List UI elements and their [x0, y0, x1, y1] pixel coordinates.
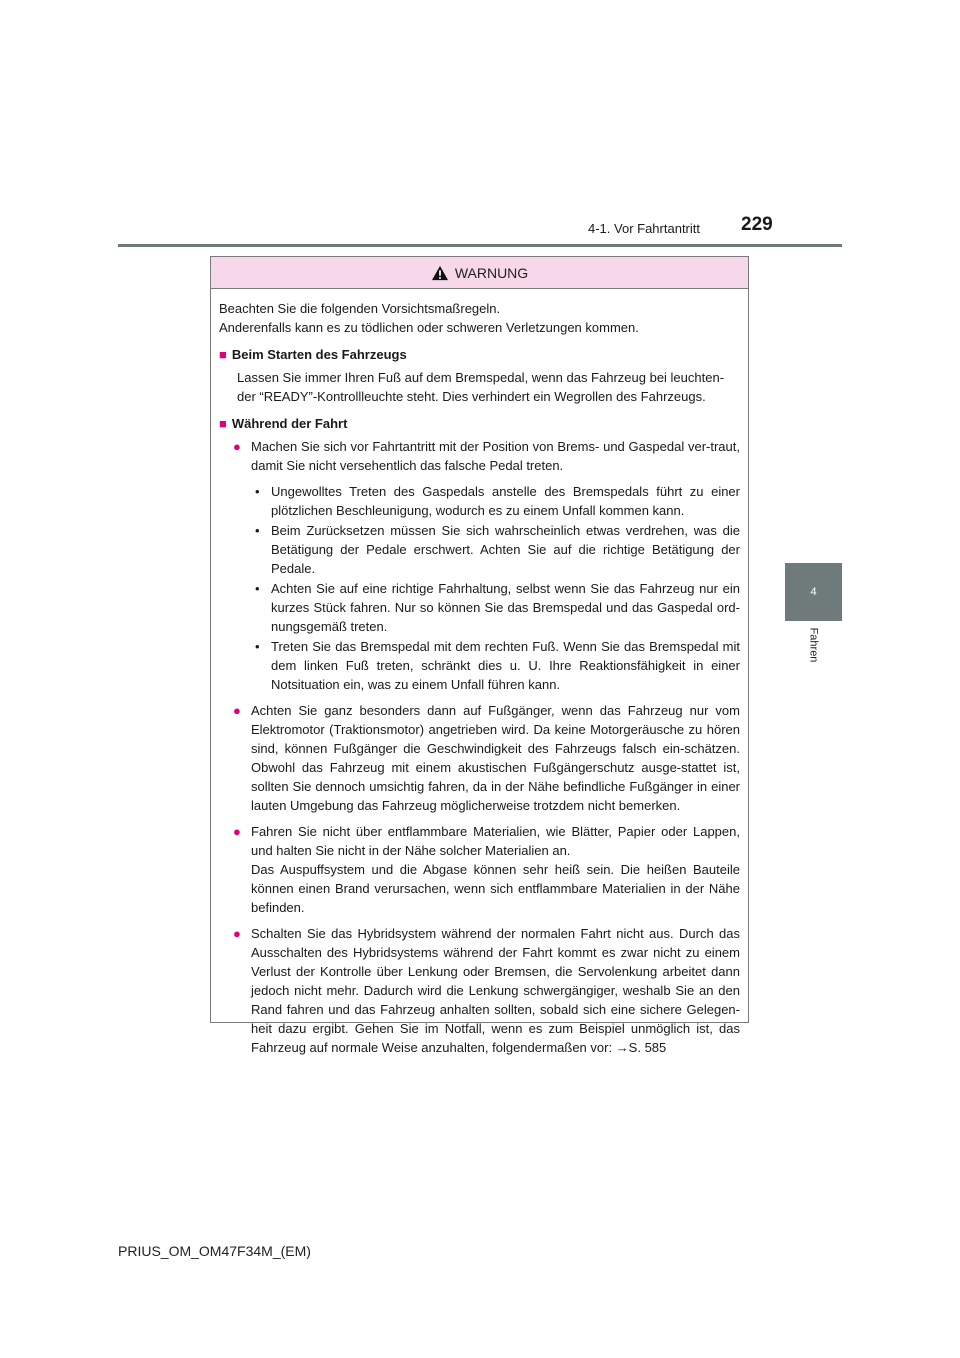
list-item — [233, 437, 740, 475]
dot-bullet-icon: • — [255, 484, 260, 499]
circle-bullet-icon: ● — [233, 703, 241, 718]
list-item-text: Machen Sie sich vor Fahrtantritt mit der Position von Brems- und Gaspedal ver-traut, damit Sie nicht versehentlich das falsche Pedal treten. — [251, 439, 740, 473]
list-item — [233, 924, 740, 1057]
chapter-tab — [785, 563, 842, 621]
section-title: 4-1. Vor Fahrtantritt — [588, 221, 700, 236]
sub-list-item — [255, 482, 740, 520]
circle-bullet-icon: ● — [233, 439, 241, 454]
section-heading-driving — [219, 414, 740, 433]
section-heading-starting — [219, 345, 740, 364]
document-code: PRIUS_OM_OM47F34M_(EM) — [118, 1243, 311, 1259]
dot-bullet-icon: • — [255, 639, 260, 654]
list-item-text: Achten Sie ganz besonders dann auf Fußgänger, wenn das Fahrzeug nur vom Elektromotor (Traktionsmotor) angetrieben wird. Da keine Motorgeräusche zu hören sind, können Fußgänger die Geschwindigkeit des Fahrzeugs falsch ein-schätzen. Obwohl das Fahrzeug mit einem akustischen Fußgängerschutz ausge-stattet ist, sollten Sie dennoch umsichtig fahren, da in der Nähe befindliche Fußgänger in einer lauten Umgebung das Fahrzeug möglicherweise trotzdem nicht bemerken. — [251, 703, 740, 813]
circle-bullet-icon: ● — [233, 926, 241, 941]
circle-bullet-icon: ● — [233, 824, 241, 839]
warning-title: WARNUNG — [454, 264, 529, 281]
section-heading-text: Beim Starten des Fahrzeugs — [231, 347, 407, 362]
sub-list-item — [255, 637, 740, 694]
sub-list — [255, 482, 740, 694]
list-item — [233, 701, 740, 815]
warning-body — [211, 289, 748, 1057]
warning-header — [211, 257, 748, 289]
page-number: 229 — [741, 214, 773, 235]
dot-bullet-icon: • — [255, 581, 260, 596]
chapter-number: 4 — [810, 586, 817, 598]
list-item-text: Fahren Sie nicht über entflammbare Materialien, wie Blätter, Papier oder Lappen, und halten Sie nicht in der Nähe solcher Materialien an. — [251, 824, 740, 858]
square-bullet-icon: ■ — [219, 347, 227, 362]
chapter-label-container — [785, 625, 842, 665]
warning-triangle-icon — [431, 265, 449, 281]
intro-line-2: Anderenfalls kann es zu tödlichen oder schweren Verletzungen kommen. — [219, 320, 639, 335]
header-divider — [118, 244, 842, 247]
dot-bullet-icon: • — [255, 523, 260, 538]
sub-list-item-text: Ungewolltes Treten des Gaspedals anstelle des Bremspedals führt zu einer plötzlichen Beschleunigung, wodurch es zu einem Unfall kommen kann. — [271, 484, 740, 518]
sub-list-item-text: Beim Zurücksetzen müssen Sie sich wahrscheinlich etwas verdrehen, was die Betätigung der Pedale erschwert. Achten Sie auf die richtige Betätigung der Pedale. — [271, 523, 740, 576]
section-heading-text: Während der Fahrt — [231, 416, 348, 431]
intro-line-1: Beachten Sie die folgenden Vorsichtsmaßregeln. — [219, 301, 501, 316]
section-text-starting: Lassen Sie immer Ihren Fuß auf dem Bremspedal, wenn das Fahrzeug bei leuchten-der “READY”-Kontrollleuchte steht. Dies verhindert ein Wegrollen des Fahrzeugs. — [237, 370, 725, 404]
sub-list-item — [255, 579, 740, 636]
square-bullet-icon: ■ — [219, 416, 227, 431]
list-item — [233, 822, 740, 917]
list-item-text-group — [251, 822, 740, 917]
warning-intro — [219, 299, 740, 337]
sub-list-item-text: Achten Sie auf eine richtige Fahrhaltung, selbst wenn Sie das Fahrzeug nur ein kurzes Stück fahren. Nur so können Sie das Bremspedal und das Gaspedal ord-nungsgemäß treten. — [271, 581, 740, 634]
sub-list-item — [255, 521, 740, 578]
sub-list-item-text: Treten Sie das Bremspedal mit dem rechten Fuß. Wenn Sie das Bremspedal mit dem linken Fuß treten, schränkt dies u. U. Ihre Reaktionsfähigkeit in einer Notsituation ein, was zu einem Unfall führen kann. — [271, 639, 740, 692]
chapter-label: Fahren — [807, 627, 820, 663]
list-item-text: Das Auspuffsystem und die Abgase können sehr heiß sein. Die heißen Bauteile können einen Brand verursachen, wenn sich entflammbare Materialien in der Nähe befinden. — [251, 862, 740, 915]
warning-box — [210, 256, 749, 1055]
list-item-text: Schalten Sie das Hybridsystem während der normalen Fahrt nicht aus. Durch das Ausschalten des Hybridsystems während der Fahrt kommt es zwar nicht zu einem Verlust der Kontrolle über Lenkung oder Bremsen, die Servolenkung arbeitet dann jedoch nicht mehr. Dadurch wird die Lenkung schwergängiger, weshalb Sie an den Rand fahren und das Fahrzeug anhalten sollten, sobald sich eine sichere Gelegen-heit dazu ergibt. Gehen Sie im Notfall, wenn es zum Beispiel unmöglich ist, das Fahrzeug auf normale Weise anzuhalten, folgendermaßen vor: →S. 585 — [251, 926, 740, 1055]
